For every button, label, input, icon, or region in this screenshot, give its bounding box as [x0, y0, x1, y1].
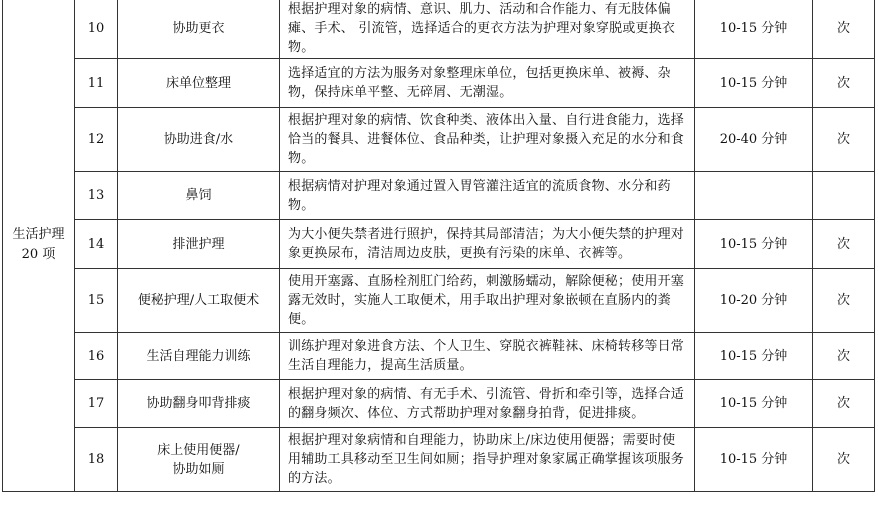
row-number: 15 [75, 269, 118, 333]
service-name: 生活自理能力训练 [118, 333, 280, 380]
service-name: 协助更衣 [118, 0, 280, 59]
service-unit: 次 [813, 380, 875, 428]
service-unit [813, 172, 875, 220]
service-unit: 次 [813, 333, 875, 380]
table-row [3, 108, 875, 172]
table-row [3, 333, 875, 380]
category-label: 生活护理 20 项 [12, 227, 65, 262]
row-number: 18 [75, 428, 118, 492]
service-duration: 10-15 分钟 [695, 333, 813, 380]
service-name: 协助翻身叩背排痰 [118, 380, 280, 428]
table-row [3, 380, 875, 428]
table-row [3, 428, 875, 492]
service-unit: 次 [813, 0, 875, 59]
service-description: 选择适宜的方法为服务对象整理床单位，包括更换床单、被褥、杂物，保持床单平整、无碎屑、无潮湿。 [280, 59, 695, 108]
service-description: 训练护理对象进食方法、个人卫生、穿脱衣裤鞋袜、床椅转移等日常生活自理能力，提高生活质量。 [280, 333, 695, 380]
service-name: 床单位整理 [118, 59, 280, 108]
service-unit: 次 [813, 428, 875, 492]
service-name: 排泄护理 [118, 220, 280, 269]
table-row [3, 220, 875, 269]
table-row [3, 0, 875, 59]
service-name-line: 协助如厕 [172, 461, 225, 477]
service-name: 便秘护理/人工取便术 [118, 269, 280, 333]
service-unit: 次 [813, 269, 875, 333]
service-duration [695, 172, 813, 220]
service-duration: 10-15 分钟 [695, 59, 813, 108]
service-duration: 20-40 分钟 [695, 108, 813, 172]
service-description: 根据病情对护理对象通过置入胃管灌注适宜的流质食物、水分和药物。 [280, 172, 695, 220]
row-number: 11 [75, 59, 118, 108]
service-name [118, 428, 280, 492]
service-name: 鼻饲 [118, 172, 280, 220]
service-description: 根据护理对象的病情、饮食种类、液体出入量、自行进食能力，选择恰当的餐具、进餐体位、食品种类，让护理对象摄入充足的水分和食物。 [280, 108, 695, 172]
service-unit: 次 [813, 59, 875, 108]
service-description: 根据护理对象的病情、意识、肌力、活动和合作能力、有无肢体偏瘫、手术、 引流管，选择适合的更衣方法为护理对象穿脱或更换衣物。 [280, 0, 695, 59]
table-row [3, 269, 875, 333]
service-description: 根据护理对象病情和自理能力，协助床上/床边使用便器；需要时使用辅助工具移动至卫生间如厕；指导护理对象家属正确掌握该项服务的方法。 [280, 428, 695, 492]
row-number: 14 [75, 220, 118, 269]
row-number: 12 [75, 108, 118, 172]
service-duration: 10-15 分钟 [695, 220, 813, 269]
table-row [3, 59, 875, 108]
service-duration: 10-15 分钟 [695, 380, 813, 428]
service-description: 根据护理对象的病情、有无手术、引流管、骨折和牵引等，选择合适的翻身频次、体位、方式帮助护理对象翻身拍背，促进排痰。 [280, 380, 695, 428]
row-number: 10 [75, 0, 118, 59]
service-duration: 10-20 分钟 [695, 269, 813, 333]
row-number: 13 [75, 172, 118, 220]
service-duration: 10-15 分钟 [695, 428, 813, 492]
service-table [2, 0, 875, 492]
service-duration: 10-15 分钟 [695, 0, 813, 59]
service-unit: 次 [813, 108, 875, 172]
service-name-line: 床上使用便器/ [157, 442, 240, 458]
service-description: 使用开塞露、直肠栓剂肛门给药，刺激肠蠕动，解除便秘；使用开塞露无效时，实施人工取便术，用手取出护理对象嵌顿在直肠内的粪便。 [280, 269, 695, 333]
table-row [3, 172, 875, 220]
service-name: 协助进食/水 [118, 108, 280, 172]
row-number: 17 [75, 380, 118, 428]
category-cell [3, 0, 75, 492]
row-number: 16 [75, 333, 118, 380]
service-description: 为大小便失禁者进行照护，保持其局部清洁；为大小便失禁的护理对象更换尿布，清洁周边皮肤，更换有污染的床单、衣裤等。 [280, 220, 695, 269]
service-unit: 次 [813, 220, 875, 269]
